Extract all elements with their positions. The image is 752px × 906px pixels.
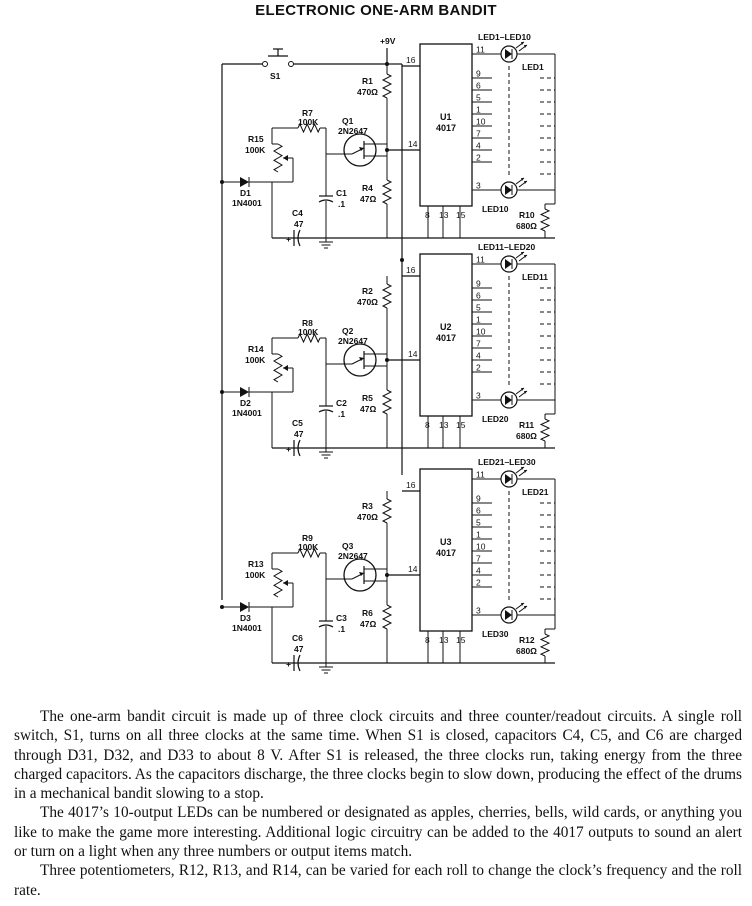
- timing-resistor-value: 100K: [298, 117, 319, 127]
- base1-resistor-value: 47Ω: [360, 194, 377, 204]
- diode-part-label: 1N4001: [232, 408, 262, 418]
- ic-name-label: U1: [440, 112, 452, 122]
- base2-resistor-label: R3: [362, 501, 373, 511]
- led-last-label: LED30: [482, 629, 509, 639]
- base1-resistor-value: 47Ω: [360, 404, 377, 414]
- pin-label: 4: [476, 565, 481, 576]
- pin-label: 15: [456, 420, 466, 430]
- pin-label: 9: [476, 493, 481, 504]
- base1-resistor-label: R6: [362, 608, 373, 618]
- ic-name-label: U2: [440, 322, 452, 332]
- small-cap-label: C2: [336, 398, 347, 408]
- diode-part-label: 1N4001: [232, 198, 262, 208]
- led-last-label: LED20: [482, 414, 509, 424]
- pin-label: 4: [476, 350, 481, 361]
- pot-label: R14: [248, 344, 264, 354]
- small-cap-label: C1: [336, 188, 347, 198]
- pin-label: 5: [476, 517, 481, 528]
- article-paragraph: Three potentiometers, R12, R13, and R14, can be varied for each roll to change the clock’s frequency and the roll rate.: [14, 862, 742, 899]
- pin-label: 13: [439, 420, 449, 430]
- pin-label: 1: [476, 314, 481, 325]
- led-first: [501, 252, 527, 272]
- pin-label: 2: [476, 362, 481, 373]
- timing-resistor-value: 100K: [298, 327, 319, 337]
- timing-resistor-value: 100K: [298, 542, 319, 552]
- article-paragraph: The one-arm bandit circuit is made up of three clock circuits and three counter/readout circuits. A single roll switch, S1, turns on all three clocks at the same time. When S1 is closed, capacitors C4, C5, and C6 are charged through D31, D32, and D33 to about 8 V. After S1 is released, the three clocks run, taking energy from the three charged capacitors. As the capacitors discharge, the three clocks begin to slow down, producing the effect of the drums in a mechanical bandit slowing to a stop.: [14, 708, 742, 803]
- pin-label: 7: [476, 338, 481, 349]
- ic-part-label: 4017: [436, 548, 457, 558]
- timing-resistor-label: R7: [302, 108, 313, 118]
- base2-resistor-value: 470Ω: [357, 297, 378, 307]
- diode-label: D3: [240, 613, 251, 623]
- pin-label: 6: [476, 80, 481, 91]
- pin-label: 1: [476, 529, 481, 540]
- pin-label: 5: [476, 92, 481, 103]
- supply-label: +9V: [380, 36, 396, 46]
- cap-polarity-label: +: [286, 234, 291, 244]
- transistor-label: Q3: [342, 541, 354, 551]
- pin-label: 4: [476, 140, 481, 151]
- transistor-part-label: 2N2647: [338, 551, 368, 561]
- pin-label: 5: [476, 302, 481, 313]
- led-first: [501, 42, 527, 62]
- led-group-label: LED11–LED20: [478, 242, 536, 252]
- big-cap-label: C5: [292, 418, 303, 428]
- transistor-part-label: 2N2647: [338, 126, 368, 136]
- pin-label: 10: [476, 541, 486, 552]
- base1-resistor-value: 47Ω: [360, 619, 377, 629]
- big-cap-value: 47: [294, 429, 304, 439]
- led-resistor-label: R11: [519, 420, 535, 430]
- transistor-part-label: 2N2647: [338, 336, 368, 346]
- led-last-label: LED10: [482, 204, 509, 214]
- timing-resistor-label: R8: [302, 318, 313, 328]
- cap-polarity-label: +: [286, 659, 291, 669]
- base2-resistor-label: R2: [362, 286, 373, 296]
- pin-label: 7: [476, 128, 481, 139]
- ic-part-label: 4017: [436, 333, 457, 343]
- big-cap-label: C4: [292, 208, 303, 218]
- pin-label: 1: [476, 104, 481, 115]
- led-group-label: LED21–LED30: [478, 457, 536, 467]
- timing-resistor-label: R9: [302, 533, 313, 543]
- clock-stage-2: [220, 242, 555, 458]
- led-group-label: LED1–LED10: [478, 32, 531, 42]
- led-last: [501, 388, 527, 408]
- pin-label: 6: [476, 290, 481, 301]
- small-cap-label: C3: [336, 613, 347, 623]
- pin-label: 14: [408, 139, 418, 149]
- pin-label: 8: [425, 210, 430, 220]
- ic-part-label: 4017: [436, 123, 457, 133]
- led-resistor-label: R12: [519, 635, 535, 645]
- led-resistor-label: R10: [519, 210, 535, 220]
- pin-label: 16: [406, 55, 416, 65]
- pin-label: 15: [456, 210, 466, 220]
- switch-label: S1: [270, 71, 281, 81]
- pin-label: 6: [476, 505, 481, 516]
- big-cap-label: C6: [292, 633, 303, 643]
- led-first: [501, 467, 527, 487]
- base1-resistor-label: R5: [362, 393, 373, 403]
- pin-label: 13: [439, 635, 449, 645]
- pin-label: 2: [476, 577, 481, 588]
- pin-label: 13: [439, 210, 449, 220]
- pot-label: R13: [248, 559, 264, 569]
- pin-label: 10: [476, 326, 486, 337]
- pin-label: 11: [476, 254, 485, 265]
- pot-value: 100K: [245, 570, 266, 580]
- diode-part-label: 1N4001: [232, 623, 262, 633]
- pin-label: 3: [476, 605, 481, 616]
- pin-label: 10: [476, 116, 486, 127]
- pin-label: 9: [476, 68, 481, 79]
- diode-label: D1: [240, 188, 251, 198]
- pin-label: 2: [476, 152, 481, 163]
- pin-label: 8: [425, 635, 430, 645]
- transistor-label: Q2: [342, 326, 354, 336]
- small-cap-value: .1: [338, 199, 346, 209]
- pin-label: 15: [456, 635, 466, 645]
- pin-label: 11: [476, 469, 485, 480]
- base2-resistor-label: R1: [362, 76, 373, 86]
- cap-polarity-label: +: [286, 444, 291, 454]
- base2-resistor-value: 470Ω: [357, 512, 378, 522]
- pot-value: 100K: [245, 355, 266, 365]
- led-resistor-value: 680Ω: [516, 646, 537, 656]
- led-resistor-value: 680Ω: [516, 431, 537, 441]
- pin-label: 3: [476, 180, 481, 191]
- big-cap-value: 47: [294, 644, 304, 654]
- led-first-label: LED1: [522, 62, 544, 72]
- transistor-label: Q1: [342, 116, 354, 126]
- diode-label: D2: [240, 398, 251, 408]
- pin-label: 8: [425, 420, 430, 430]
- pin-label: 7: [476, 553, 481, 564]
- led-last: [501, 178, 527, 198]
- big-cap-value: 47: [294, 219, 304, 229]
- pin-label: 16: [406, 265, 416, 275]
- small-cap-value: .1: [338, 409, 346, 419]
- pot-label: R15: [248, 134, 264, 144]
- clock-stage-3: [220, 457, 555, 673]
- ic-name-label: U3: [440, 537, 452, 547]
- pin-label: 11: [476, 44, 485, 55]
- base2-resistor-value: 470Ω: [357, 87, 378, 97]
- pin-label: 16: [406, 480, 416, 490]
- led-resistor-value: 680Ω: [516, 221, 537, 231]
- small-cap-value: .1: [338, 624, 346, 634]
- base1-resistor-label: R4: [362, 183, 373, 193]
- schematic-title: ELECTRONIC ONE-ARM BANDIT: [255, 2, 497, 19]
- led-first-label: LED11: [522, 272, 548, 282]
- pin-label: 14: [408, 349, 418, 359]
- pot-value: 100K: [245, 145, 266, 155]
- pin-label: 14: [408, 564, 418, 574]
- led-first-label: LED21: [522, 487, 549, 497]
- article-body: [14, 707, 742, 900]
- pin-label: 9: [476, 278, 481, 289]
- pin-label: 3: [476, 390, 481, 401]
- led-last: [501, 603, 527, 623]
- article-paragraph: The 4017’s 10-output LEDs can be numbered or designated as apples, cherries, bells, wild cards, or anything you like to make the game more interesting. Additional logic circuitry can be added to the 4017 outputs to sound an alert or turn on a light when any three numbers or output items match.: [14, 804, 742, 861]
